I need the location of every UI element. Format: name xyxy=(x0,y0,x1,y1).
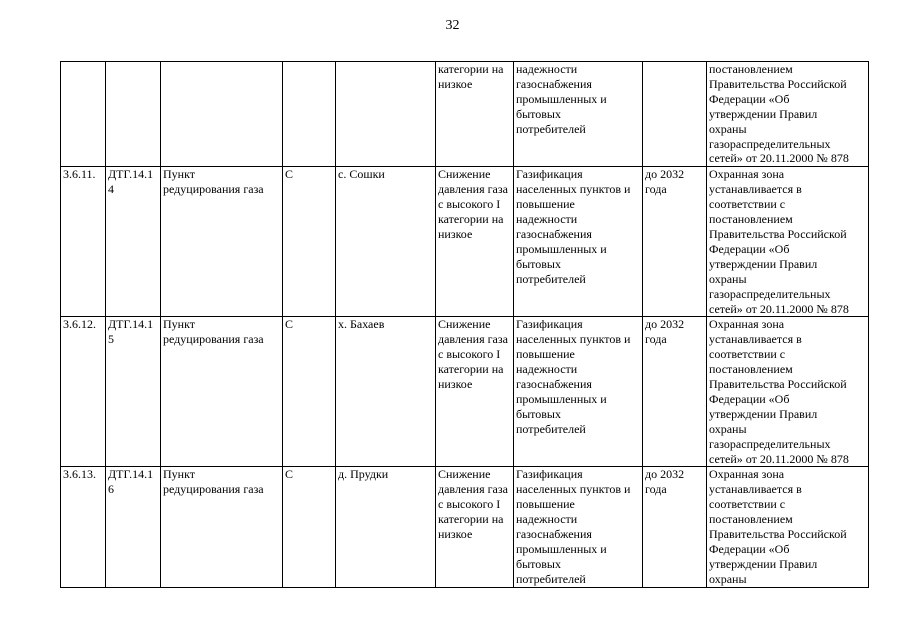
cell-line: устанавливается в xyxy=(709,482,802,497)
cell-line: Правительства Российской xyxy=(709,226,847,241)
cell-location: с. Сошки xyxy=(336,167,436,317)
cell-line: постановлением xyxy=(709,512,793,527)
cell-line: населенных пунктов и xyxy=(516,332,631,347)
cell-line: охраны xyxy=(709,271,747,286)
cell-line: низкое xyxy=(438,76,473,91)
cell-line: сетей» от 20.11.2000 № 878 xyxy=(709,301,849,316)
cell-line: Охранная зона xyxy=(709,167,785,182)
cell-goal xyxy=(514,467,643,587)
cell-line: газоснабжения xyxy=(516,226,592,241)
cell-line: газораспределительных xyxy=(709,136,831,151)
cell-zone xyxy=(707,62,869,167)
cell-location: х. Бахаев xyxy=(336,317,436,467)
cell-line: до 2032 xyxy=(645,467,685,482)
cell-line: утверждении Правил xyxy=(709,106,818,121)
cell-line: газоснабжения xyxy=(516,527,592,542)
cell-goal xyxy=(514,167,643,317)
cell-num: 3.6.11. xyxy=(61,167,106,317)
table-body xyxy=(61,62,869,588)
cell-line: Пункт xyxy=(163,317,196,332)
cell-line: Снижение xyxy=(438,467,491,482)
cell-purpose xyxy=(436,62,514,167)
cell-line: Охранная зона xyxy=(709,467,785,482)
cell-line: повышение xyxy=(516,497,575,512)
cell-line: 5 xyxy=(108,332,114,347)
cell-line: Пункт xyxy=(163,167,196,182)
cell-line: потребителей xyxy=(516,121,586,136)
cell-purpose xyxy=(436,317,514,467)
cell-line: года xyxy=(645,482,667,497)
cell-line: до 2032 xyxy=(645,167,685,182)
cell-line: устанавливается в xyxy=(709,182,802,197)
cell-line: постановлением xyxy=(709,212,793,227)
cell-line: Пункт xyxy=(163,467,196,482)
cell-line: потребителей xyxy=(516,271,586,286)
cell-term xyxy=(643,317,707,467)
cell-zone xyxy=(707,467,869,587)
cell-line: охраны xyxy=(709,421,747,436)
cell-line: Охранная зона xyxy=(709,317,785,332)
cell-line: повышение xyxy=(516,347,575,362)
infrastructure-table xyxy=(60,61,869,588)
cell-line: Федерации «Об xyxy=(709,91,790,106)
cell-num: 3.6.13. xyxy=(61,467,106,587)
cell-line: Правительства Российской xyxy=(709,377,847,392)
cell-line: соответствии с xyxy=(709,497,786,512)
cell-line: промышленных и xyxy=(516,391,607,406)
cell-line: давления газа xyxy=(438,482,508,497)
cell-line: ДТГ.14.1 xyxy=(108,467,154,482)
cell-line: Федерации «Об xyxy=(709,391,790,406)
cell-name xyxy=(161,167,283,317)
cell-location xyxy=(336,62,436,167)
cell-line: редуцирования газа xyxy=(163,182,264,197)
cell-line: газоснабжения xyxy=(516,377,592,392)
cell-line: бытовых xyxy=(516,106,561,121)
cell-line: надежности xyxy=(516,362,578,377)
cell-status: С xyxy=(283,317,336,467)
cell-line: Федерации «Об xyxy=(709,542,790,556)
cell-line: категории на xyxy=(438,212,504,227)
cell-line: потребителей xyxy=(516,571,586,586)
cell-line: года xyxy=(645,332,667,347)
cell-zone xyxy=(707,167,869,317)
cell-line: газоснабжения xyxy=(516,76,592,91)
cell-name xyxy=(161,467,283,587)
cell-line: давления газа xyxy=(438,182,508,197)
cell-line: Газификация xyxy=(516,467,583,482)
cell-line: давления газа xyxy=(438,332,508,347)
cell-term xyxy=(643,467,707,587)
cell-line: до 2032 xyxy=(645,317,685,332)
cell-line: надежности xyxy=(516,212,578,227)
cell-name xyxy=(161,317,283,467)
cell-line: с высокого I xyxy=(438,197,501,212)
cell-line: категории на xyxy=(438,362,504,377)
cell-line: промышленных и xyxy=(516,241,607,256)
cell-num xyxy=(61,62,106,167)
cell-line: утверждении Правил xyxy=(709,256,818,271)
table-row xyxy=(61,62,869,167)
cell-line: Правительства Российской xyxy=(709,527,847,542)
table-row xyxy=(61,167,869,317)
cell-line: повышение xyxy=(516,197,575,212)
cell-line: сетей» от 20.11.2000 № 878 xyxy=(709,151,849,166)
cell-line: охраны xyxy=(709,571,747,586)
cell-line: Федерации «Об xyxy=(709,241,790,256)
cell-code xyxy=(106,167,161,317)
cell-name xyxy=(161,62,283,167)
cell-line: газораспределительных xyxy=(709,286,831,301)
cell-line: бытовых xyxy=(516,256,561,271)
cell-line: категории на xyxy=(438,62,504,76)
cell-status: С xyxy=(283,167,336,317)
cell-term xyxy=(643,167,707,317)
cell-line: постановлением xyxy=(709,362,793,377)
cell-goal xyxy=(514,317,643,467)
cell-line: сетей» от 20.11.2000 № 878 xyxy=(709,451,849,466)
cell-line: населенных пунктов и xyxy=(516,182,631,197)
cell-term xyxy=(643,62,707,167)
cell-line: надежности xyxy=(516,62,578,76)
cell-line: промышленных и xyxy=(516,91,607,106)
cell-line: низкое xyxy=(438,226,473,241)
cell-line: постановлением xyxy=(709,62,793,76)
cell-code xyxy=(106,467,161,587)
cell-line: устанавливается в xyxy=(709,332,802,347)
cell-zone xyxy=(707,317,869,467)
cell-line: населенных пунктов и xyxy=(516,482,631,497)
cell-location: д. Прудки xyxy=(336,467,436,587)
cell-line: Правительства Российской xyxy=(709,76,847,91)
cell-line: соответствии с xyxy=(709,347,786,362)
cell-purpose xyxy=(436,167,514,317)
cell-line: соответствии с xyxy=(709,197,786,212)
cell-line: 4 xyxy=(108,182,114,197)
cell-line: редуцирования газа xyxy=(163,482,264,497)
cell-line: ДТГ.14.1 xyxy=(108,317,154,332)
cell-line: газораспределительных xyxy=(709,436,831,451)
cell-num: 3.6.12. xyxy=(61,317,106,467)
cell-line: с высокого I xyxy=(438,497,501,512)
cell-status: С xyxy=(283,467,336,587)
cell-line: бытовых xyxy=(516,556,561,571)
cell-goal xyxy=(514,62,643,167)
cell-line: низкое xyxy=(438,377,473,392)
cell-line: надежности xyxy=(516,512,578,527)
cell-line: категории на xyxy=(438,512,504,527)
cell-line: бытовых xyxy=(516,406,561,421)
cell-line: утверждении Правил xyxy=(709,556,818,571)
table-row xyxy=(61,317,869,467)
cell-line: низкое xyxy=(438,527,473,542)
cell-line: Газификация xyxy=(516,167,583,182)
cell-line: промышленных и xyxy=(516,542,607,556)
cell-line: с высокого I xyxy=(438,347,501,362)
cell-line: ДТГ.14.1 xyxy=(108,167,154,182)
cell-status xyxy=(283,62,336,167)
cell-line: редуцирования газа xyxy=(163,332,264,347)
cell-line: года xyxy=(645,182,667,197)
cell-line: утверждении Правил xyxy=(709,406,818,421)
cell-line: Снижение xyxy=(438,317,491,332)
cell-purpose xyxy=(436,467,514,587)
table-row xyxy=(61,467,869,587)
page-number: 32 xyxy=(445,18,460,33)
cell-line: Газификация xyxy=(516,317,583,332)
cell-line: 6 xyxy=(108,482,114,497)
cell-code xyxy=(106,62,161,167)
cell-line: Снижение xyxy=(438,167,491,182)
cell-line: потребителей xyxy=(516,421,586,436)
cell-code xyxy=(106,317,161,467)
cell-line: охраны xyxy=(709,121,747,136)
